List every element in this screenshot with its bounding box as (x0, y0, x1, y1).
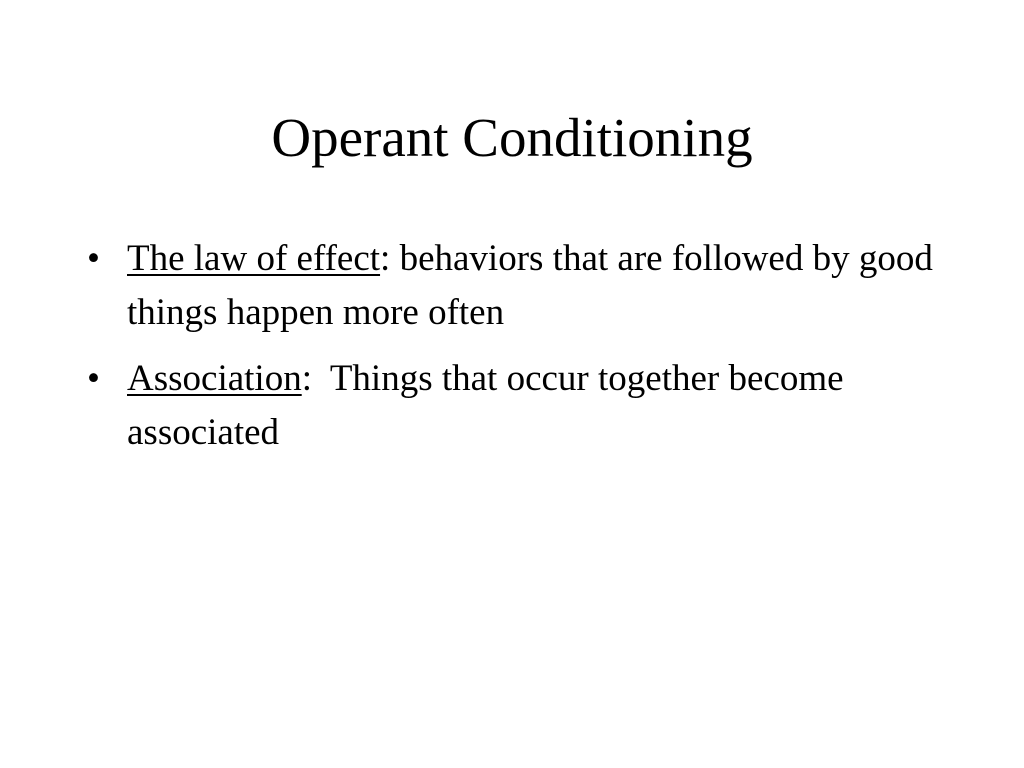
definition-law-of-effect: : behaviors that are followed by good things happen more often (127, 238, 933, 333)
bullet-item-association (84, 352, 964, 460)
bullet-point-icon: • (87, 238, 100, 279)
term-association: Association (127, 358, 302, 399)
definition-association: : Things that occur together become associated (127, 358, 853, 453)
bullet-item-law-of-effect (84, 232, 964, 340)
bullet-point-icon: • (87, 358, 100, 399)
slide-title: Operant Conditioning (271, 107, 753, 168)
bullet-list (84, 232, 964, 472)
term-law-of-effect: The law of effect (127, 238, 381, 279)
